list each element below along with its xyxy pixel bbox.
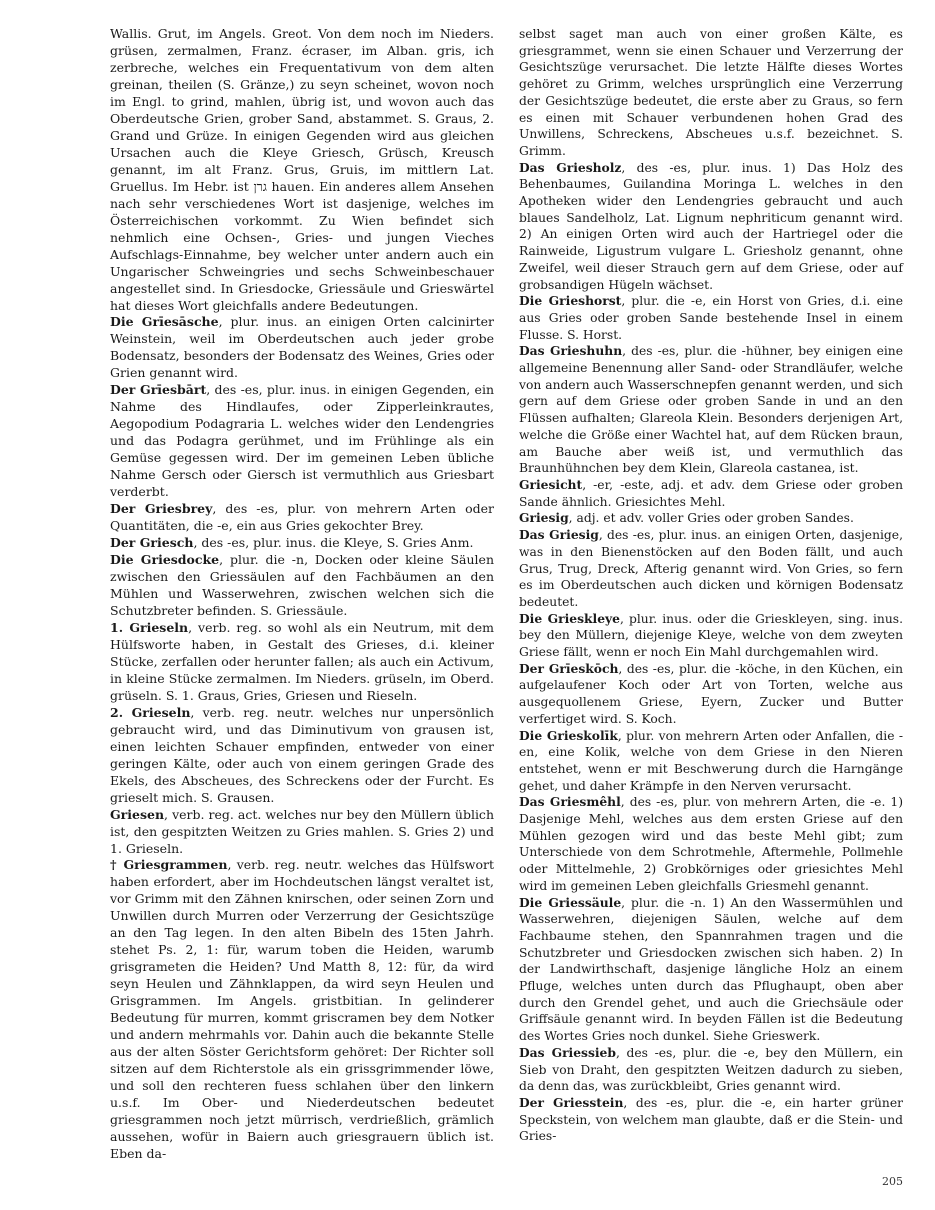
entry-headword: Der Grīesbārt	[110, 382, 207, 398]
entry-text: , verb. reg. neutr. welches das Hülfswort haben erfordert, aber im Hochdeutschen längst veraltet ist, vor Grimm mit den Zähnen knirschen, oder seinen Zorn und Unwillen durch Murren oder Verzerrung der Gesichtszüge an den Tag legen. In den alten Bibeln des 15ten Jahrh. stehet Ps. 2, 1: für, warum toben die Heiden, warumb grisgrameten die Heiden? Und Matth 8, 12: für, da wird seyn Heulen und Zähnklappen, da wird seyn Heulen und Grisgrammen. Im Angels. gristbitian. In gelinderer Bedeutung für murren, kommt griscramen bey dem Notker und andern mehrmahls vor. Dahin auch die bekannte Stelle aus der alten Söster Gerichtsform gehöret: Der Richter soll sitzen auf dem Richterstole als ein grissgrimmender löwe, und soll den rechteren fuess schlahen über den linkern u.s.f. Im Ober- und Niederdeutschen bedeutet griesgrammen noch jetzt mürrisch, verdrießlich, grämlich aussehen, wofür in Baiern auch griesgrauern üblich ist. Eben da-	[110, 857, 494, 1161]
entry-text: , des -es, plur. inus. an einigen Orten, dasjenige, was in den Bienenstöcken auf den Boden fällt, und auch Grus, Trug, Dreck, Afterig genannt wird. Von Gries, so fern es im Oberdeutschen auch dicken und körnigen Bodensatz bedeutet.	[519, 528, 903, 609]
column-left	[110, 26, 494, 1163]
entry-headword: Griesicht	[519, 476, 583, 492]
entry-headword: Die Grieskolīk	[519, 727, 618, 743]
entry-text: , verb. reg. neutr. welches nur unpersönlich gebraucht wird, und das Diminutivum von grausen ist, einen leichten Schauer empfinden, entweder von einer geringen Kälte, oder auch von einem geringen Grade des Ekels, des Abscheues, des Schreckens oder der Furcht. Es grieselt mich. S. Grausen.	[110, 704, 494, 805]
entry-text: , plur. die -e, ein Horst von Gries, d.i. eine aus Gries oder groben Sande bestehende Insel in einem Flusse. S. Horst.	[519, 294, 903, 342]
entry-text: , des -es, plur. die -e, ein harter grüner Speckstein, von welchem man glaubte, daß er die Stein- und Gries-	[519, 1096, 903, 1144]
entry-text: , des -es, plur. von mehrern Arten, die -e. 1) Dasjenige Mehl, welches aus dem ersten Griese auf den Mühlen gezogen wird und das beste Mehl gibt; zum Unterschiede von dem Schrotmehle, Aftermehle, Pollmehle oder Mittelmehle, 2) Grobkörniges oder griesichtes Mehl wird im gemeinen Leben gleichfalls Griesmehl genannt.	[519, 795, 904, 893]
entry-continuation	[110, 26, 494, 314]
entry-text: , -er, -este, adj. et adv. dem Griese oder groben Sande ähnlich. Griesichtes Mehl.	[519, 477, 903, 509]
entry-text: , des -es, plur. inus. in einigen Gegenden, ein Nahme des Hindlaufes, oder Zipperleinkrautes, Aegopodium Podagraria L. welches wider den Lendengries und das Podagra gerühmet, und im Frühlinge als ein Gemüse gegessen wird. Der im gemeinen Leben übliche Nahme Gersch oder Giersch ist vermuthlich aus Griesbart verderbt.	[110, 382, 494, 500]
entry-headword: 1. Grieseln	[110, 619, 189, 635]
entry-griesig-adj	[519, 510, 903, 527]
entry-text: , plur. inus. oder die Grieskleyen, sing. inus. bey den Müllern, diejenige Kleye, welche von dem zweyten Griese fällt, wenn er noch Ein Mahl durchgemahlen wird.	[519, 611, 903, 660]
entry-grieskleye	[519, 611, 903, 661]
entry-griesen	[110, 807, 494, 858]
entry-text: , des -es, plur. inus. 1) Das Holz des Behenbaumes, Guilandina Moringa L. welches in den Apotheken wider den Lendengries gebraucht und auch blaues Sandelholz, Lat. Lignum nephriticum genannt wird. 2) An einigen Orten wird auch der Hartriegel oder die Rainweide, Ligustrum vulgare L. Griesholz genannt, ohne Zweifel, weil dieser Strauch gern auf dem Griese, oder auf grobsandigen Hügeln wächset.	[519, 160, 903, 292]
entry-text: , verb. reg. act. welches nur bey den Müllern üblich ist, den gespitzten Weitzen zu Gries mahlen. S. Gries 2) und 1. Grieseln.	[110, 806, 494, 856]
entry-headword: Die Grīesāsche	[110, 314, 219, 330]
entry-headword: Das Griesig	[519, 527, 599, 543]
entry-headword: Der Grīeskōch	[519, 660, 619, 676]
entry-text: , plur. die -n, Docken oder kleine Säulen zwischen den Griessäulen auf den Fachbäumen an den Mühlen und Wasserwehren, zwischen welchen sich die Schutzbreter befinden. S. Griessäule.	[110, 552, 494, 618]
entry-griesch	[110, 535, 494, 552]
page-number: 205	[882, 1175, 903, 1188]
entry-grieshorst	[519, 293, 903, 343]
entry-grieskoch	[519, 661, 903, 728]
entry-griesig-noun	[519, 527, 903, 611]
entry-text: , des -es, plur. die -e, bey den Müllern, ein Sieb von Draht, den gespitzten Weitzen dadurch zu sieben, da denn das, was zurückbleibt, Gries genannt wird.	[519, 1045, 903, 1094]
entry-headword: Griesen	[110, 806, 165, 822]
entry-griesbrey	[110, 501, 494, 535]
entry-griesstein	[519, 1095, 903, 1145]
entry-griesmehl	[519, 794, 903, 894]
entry-text: , plur. die -n. 1) An den Wassermühlen und Wasserwehren, diejenigen Säulen, welche auf dem Fachbaume stehen, den Spannrahmen tragen und die Schutzbreter und Griesdocken zwischen sich haben. 2) In der Landwirthschaft, dasjenige längliche Holz an einem Pfluge, welches unten durch das Pflughaupt, oben aber durch den Grendel gehet, und auch die Griechsäule oder Griffsäule genannt wird. In beyden Fällen ist die Bedeutung des Wortes Gries noch dunkel. Siehe Grieswerk.	[519, 895, 903, 1044]
entry-griesicht	[519, 477, 903, 510]
entry-headword: Die Griesdocke	[110, 552, 220, 568]
entry-headword: Die Grieskleye	[519, 610, 620, 626]
entry-text: , des -es, plur. von mehrern Arten oder Quantitäten, die -e, ein aus Gries gekochter Brey.	[110, 501, 494, 534]
entry-griesgrammen	[110, 857, 494, 1162]
entry-headword: Der Griesch	[110, 535, 194, 551]
entry-grieseln-1	[110, 620, 494, 705]
entry-headword: Das Griesmêhl	[519, 794, 621, 810]
entry-grieshuhn	[519, 343, 903, 477]
entry-headword: Der Griesbrey	[110, 501, 213, 517]
entry-headword: 2. Grieseln	[110, 704, 191, 720]
entry-text: , plur. inus. an einigen Orten calcinirter Weinstein, weil im Oberdeutschen auch jeder grobe Bodensatz, besonders der Bodensatz des Weines, Gries oder Grien genannt wird.	[110, 314, 494, 381]
entry-griesbart	[110, 382, 494, 501]
entry-continuation	[519, 26, 903, 160]
entry-grieskolik	[519, 728, 903, 795]
entry-headword: Die Grieshorst	[519, 293, 622, 309]
entry-griessaeule	[519, 895, 903, 1045]
entry-text: , des -es, plur. inus. die Kleye, S. Gries Anm.	[193, 535, 474, 551]
column-right	[519, 26, 903, 1145]
entry-headword: Das Griesholz	[519, 159, 622, 175]
entry-griessieb	[519, 1045, 903, 1095]
entry-text: , plur. von mehrern Arten oder Anfallen, die -en, eine Kolik, welche von dem Griese in den Nieren entstehet, wenn er mit Beschwerung durch die Harngänge gehet, und daher Krämpfe in den Nerven verursacht.	[519, 728, 903, 793]
entry-headword: Der Griesstein	[519, 1095, 624, 1110]
entry-headword: Das Grieshuhn	[519, 343, 623, 359]
entry-text: , adj. et adv. voller Gries oder groben Sandes.	[568, 511, 854, 526]
entry-headword: Griesig	[519, 510, 569, 526]
entry-grieseln-2	[110, 705, 494, 807]
entry-text: , des -es, plur. die -köche, in den Küchen, ein aufgelaufener Koch oder Art von Torten, welche aus ausgequollenem Griese, Eyern, Zucker und Butter verfertiget wird. S. Koch.	[519, 661, 904, 726]
entry-text: , verb. reg. so wohl als ein Neutrum, mit dem Hülfsworte haben, in Gestalt des Grieses, d.i. kleiner Stücke, zerfallen oder herunter fallen; als auch ein Activum, in kleine Stücke zermalmen. Im Nieders. grüseln, im Oberd. grüseln. S. 1. Graus, Gries, Griesen und Rieseln.	[110, 619, 494, 703]
entry-griesdocke	[110, 552, 494, 620]
entry-griesholz	[519, 160, 903, 294]
entry-text: Wallis. Grut, im Angels. Greot. Von dem noch im Nieders. grüsen, zermalmen, Franz. écraser, im Alban. gris, ich zerbreche, welches ein Frequentativum von dem alten greinan, theilen (S. Gränze,) zu seyn scheinet, wovon noch im Engl. to grind, mahlen, übrig ist, und wovon auch das Oberdeutsche Grien, grober Sand, abstammet. S. Graus, 2. Grand und Grüze. In einigen Gegenden wird aus gleichen Ursachen auch die Kleye Griesch, Grüsch, Kreusch genannt, im alt Franz. Grus, Gruis, im mittlern Lat. Gruellus. Im Hebr. ist גרן hauen. Ein anderes allem Ansehen nach sehr verschiedenes Wort ist dasjenige, welches im Österreichischen vorkommt. Zu Wien befindet sich nehmlich eine Ochsen-, Gries- und jungen Vieches Aufschlags-Einnahme, bey welcher unter andern auch ein Ungarischer Schweingries und sechs Schweinbeschauer angestellet sind. In Griesdocke, Griessäule und Grieswärtel hat dieses Wort gleichfalls andere Bedeutungen.	[110, 26, 494, 313]
entry-headword: † Griesgrammen	[110, 857, 228, 873]
entry-headword: Die Griessäule	[519, 894, 622, 910]
entry-griesasche	[110, 314, 494, 382]
entry-text: , des -es, plur. die -hühner, bey einigen eine allgemeine Benennung aller Sand- oder Strandläufer, welche von andern auch Wasserschnepfen genannt werden, und sich gern auf dem Griese oder groben Sande in und an den Flüssen aufhalten; Glareola Klein. Besonders derjenigen Art, welche die Größe einer Wachtel hat, auf dem Rücken braun, am Bauche aber weiß ist, und vermuthlich das Braunhühnchen bey dem Klein, Glareola castanea, ist.	[519, 344, 903, 476]
entry-text: selbst saget man auch von einer großen Kälte, es griesgrammet, wenn sie einen Schauer und Verzerrung der Gesichtszüge verursachet. Die letzte Hälfte dieses Wortes gehöret zu Grimm, welches ursprünglich eine Verzerrung der Gesichtszüge bedeutet, die erste aber zu Graus, so fern es einen mit Schauer verbundenen hohen Grad des Unwillens, Schreckens, Abscheues u.s.f. bezeichnet. S. Grimm.	[519, 27, 903, 158]
entry-headword: Das Griessieb	[519, 1044, 616, 1060]
